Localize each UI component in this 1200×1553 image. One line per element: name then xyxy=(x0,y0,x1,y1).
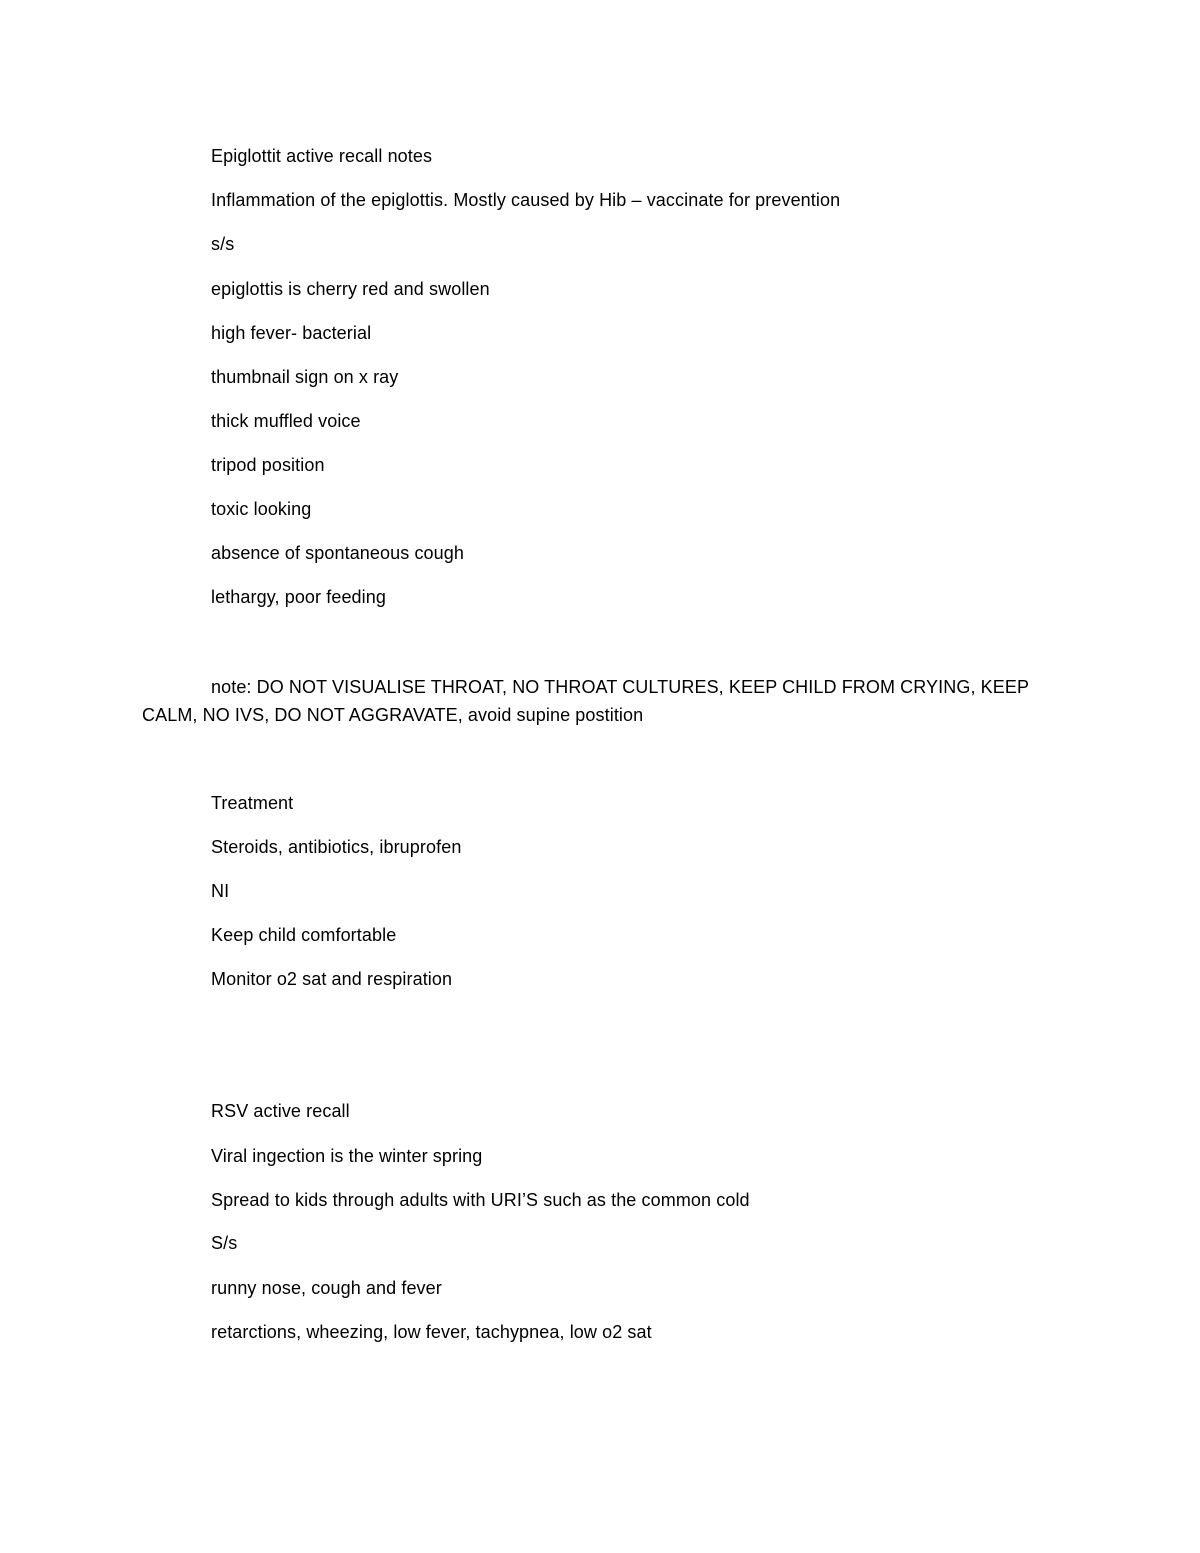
symptom-item: lethargy, poor feeding xyxy=(211,587,386,607)
ni-heading: NI xyxy=(211,881,230,901)
symptom-item: absence of spontaneous cough xyxy=(211,543,464,563)
symptom-item: epiglottis is cherry red and swollen xyxy=(211,279,490,299)
rsv-line: Viral ingection is the winter spring xyxy=(211,1146,483,1166)
rsv-symptom-item: retarctions, wheezing, low fever, tachypnea, low o2 sat xyxy=(211,1322,652,1342)
symptom-item: thick muffled voice xyxy=(211,411,361,431)
treatment-heading: Treatment xyxy=(211,793,294,813)
rsv-ss-heading: S/s xyxy=(211,1233,238,1253)
symptom-item: tripod position xyxy=(211,455,325,475)
rsv-line: Spread to kids through adults with URI’S such as the common cold xyxy=(211,1190,750,1210)
epiglottitis-definition: Inflammation of the epiglottis. Mostly caused by Hib – vaccinate for prevention xyxy=(211,190,841,210)
rsv-title: RSV active recall xyxy=(211,1101,350,1121)
intervention-item: Keep child comfortable xyxy=(211,925,397,945)
epiglottitis-title: Epiglottit active recall notes xyxy=(211,146,433,166)
epiglottitis-note: note: DO NOT VISUALISE THROAT, NO THROAT CULTURES, KEEP CHILD FROM CRYING, KEEP CALM, NO IVS, DO NOT AGGRAVATE, avoid supine postition xyxy=(142,677,1029,725)
rsv-symptom-item: runny nose, cough and fever xyxy=(211,1278,442,1298)
treatment-text: Steroids, antibiotics, ibruprofen xyxy=(211,837,462,857)
epiglottitis-ss-heading: s/s xyxy=(211,234,235,254)
symptom-item: high fever- bacterial xyxy=(211,323,372,343)
symptom-item: toxic looking xyxy=(211,499,312,519)
symptom-item: thumbnail sign on x ray xyxy=(211,367,399,387)
intervention-item: Monitor o2 sat and respiration xyxy=(211,969,453,989)
